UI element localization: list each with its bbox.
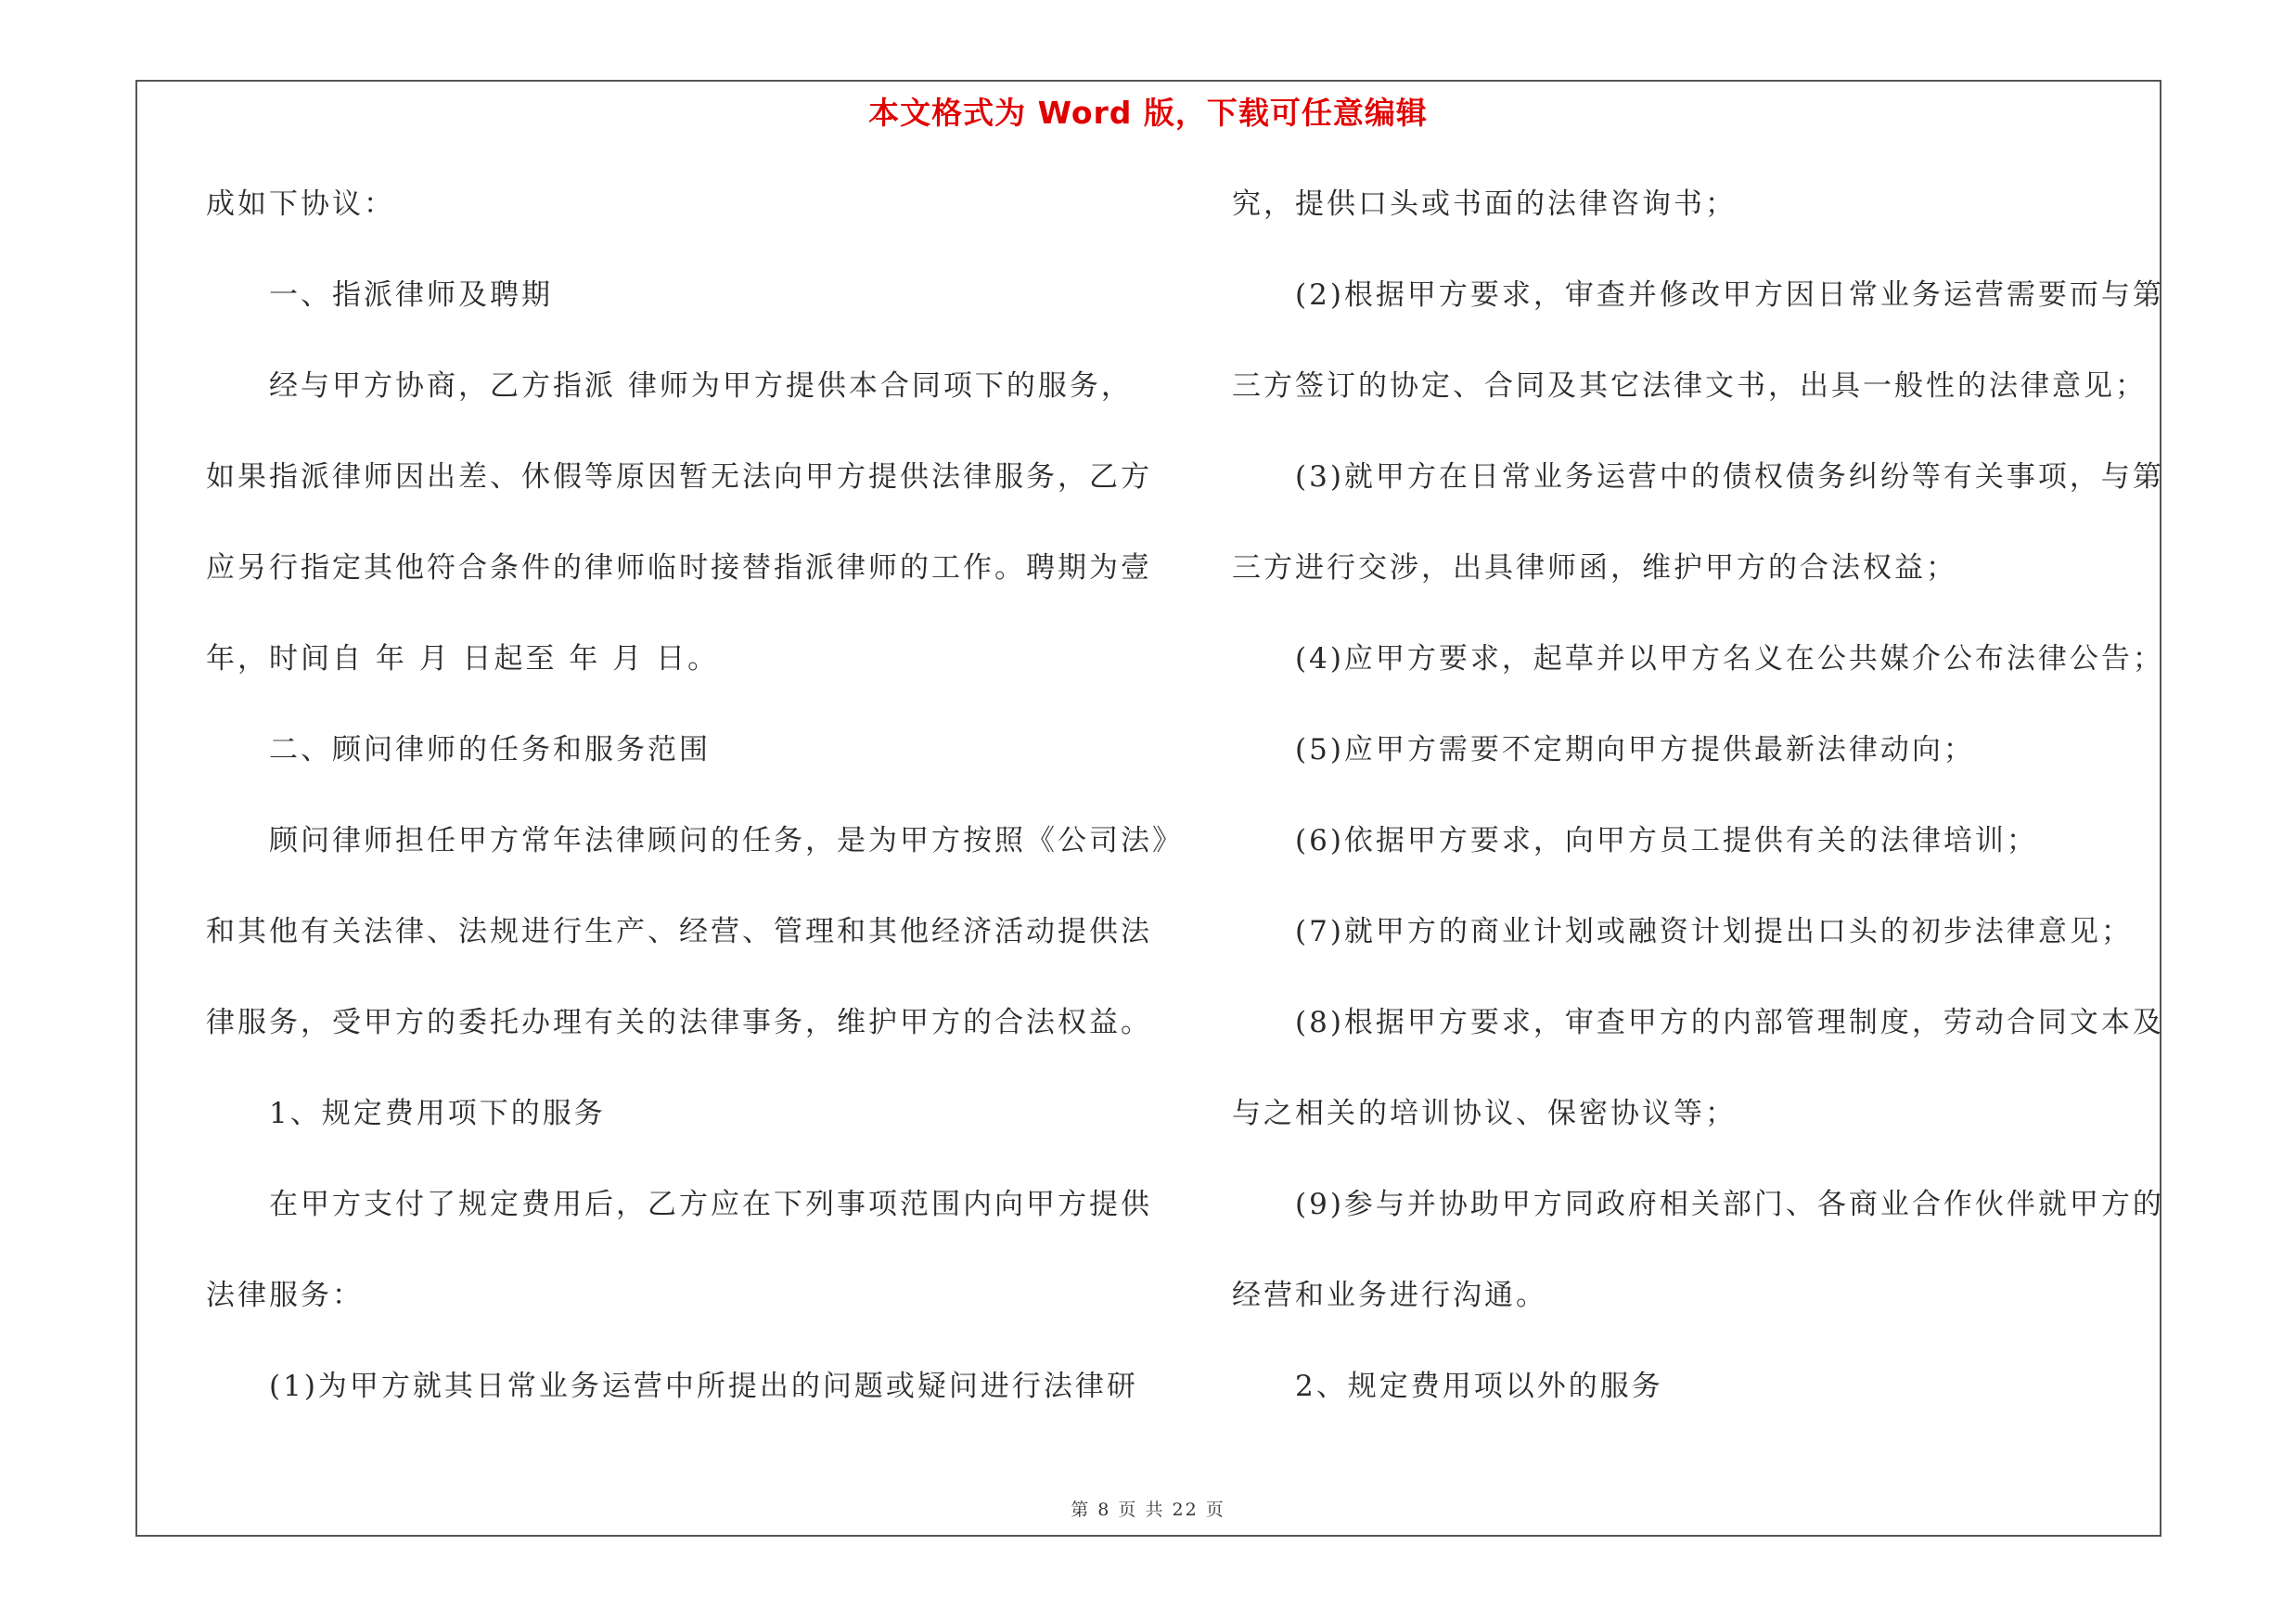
- text-line: (6)依据甲方要求，向甲方员工提供有关的法律培训；: [1232, 824, 2038, 857]
- page-number-footer: 第 8 页 共 22 页: [1071, 1500, 1225, 1520]
- text-line: (7)就甲方的商业计划或融资计划提出口头的初步法律意见；: [1232, 915, 2133, 948]
- text-line: 年，时间自 年 月 日起至 年 月 日。: [206, 642, 720, 676]
- text-line: (1)为甲方就其日常业务运营中所提出的问题或疑问进行法律研: [206, 1370, 1138, 1403]
- text-line: 2、规定费用项以外的服务: [1232, 1370, 1663, 1403]
- text-line: 经营和业务进行沟通。: [1232, 1279, 1547, 1312]
- text-line: 三方进行交涉，出具律师函，维护甲方的合法权益；: [1232, 551, 1957, 585]
- text-line: 在甲方支付了规定费用后，乙方应在下列事项范围内向甲方提供: [206, 1188, 1152, 1221]
- text-line: 究，提供口头或书面的法律咨询书；: [1232, 187, 1737, 221]
- text-line: 三方签订的协定、合同及其它法律文书，出具一般性的法律意见；: [1232, 369, 2147, 403]
- text-line: 1、规定费用项下的服务: [206, 1097, 606, 1130]
- format-banner: 本文格式为 Word 版，下载可任意编辑: [868, 95, 1428, 131]
- text-line: 顾问律师担任甲方常年法律顾问的任务，是为甲方按照《公司法》: [206, 824, 1184, 857]
- text-line: 法律服务：: [206, 1279, 364, 1312]
- text-line: (2)根据甲方要求，审查并修改甲方因日常业务运营需要而与第: [1232, 278, 2164, 312]
- text-line: 律服务，受甲方的委托办理有关的法律事务，维护甲方的合法权益。: [206, 1006, 1152, 1039]
- text-line: 如果指派律师因出差、休假等原因暂无法向甲方提供法律服务，乙方: [206, 460, 1152, 494]
- text-line: (4)应甲方要求，起草并以甲方名义在公共媒介公布法律公告；: [1232, 642, 2164, 676]
- text-line: (9)参与并协助甲方同政府相关部门、各商业合作伙伴就甲方的: [1232, 1188, 2164, 1221]
- text-line: (5)应甲方需要不定期向甲方提供最新法律动向；: [1232, 733, 1975, 766]
- text-line: 一、指派律师及聘期: [206, 278, 553, 312]
- text-line: 与之相关的培训协议、保密协议等；: [1232, 1097, 1737, 1130]
- text-line: 经与甲方协商，乙方指派 律师为甲方提供本合同项下的服务，: [206, 369, 1133, 403]
- text-line: (3)就甲方在日常业务运营中的债权债务纠纷等有关事项，与第: [1232, 460, 2164, 494]
- text-line: 二、顾问律师的任务和服务范围: [206, 733, 711, 766]
- text-line: 应另行指定其他符合条件的律师临时接替指派律师的工作。聘期为壹: [206, 551, 1152, 585]
- text-line: 成如下协议：: [206, 187, 395, 221]
- text-line: (8)根据甲方要求，审查甲方的内部管理制度，劳动合同文本及: [1232, 1006, 2164, 1039]
- text-line: 和其他有关法律、法规进行生产、经营、管理和其他经济活动提供法: [206, 915, 1152, 948]
